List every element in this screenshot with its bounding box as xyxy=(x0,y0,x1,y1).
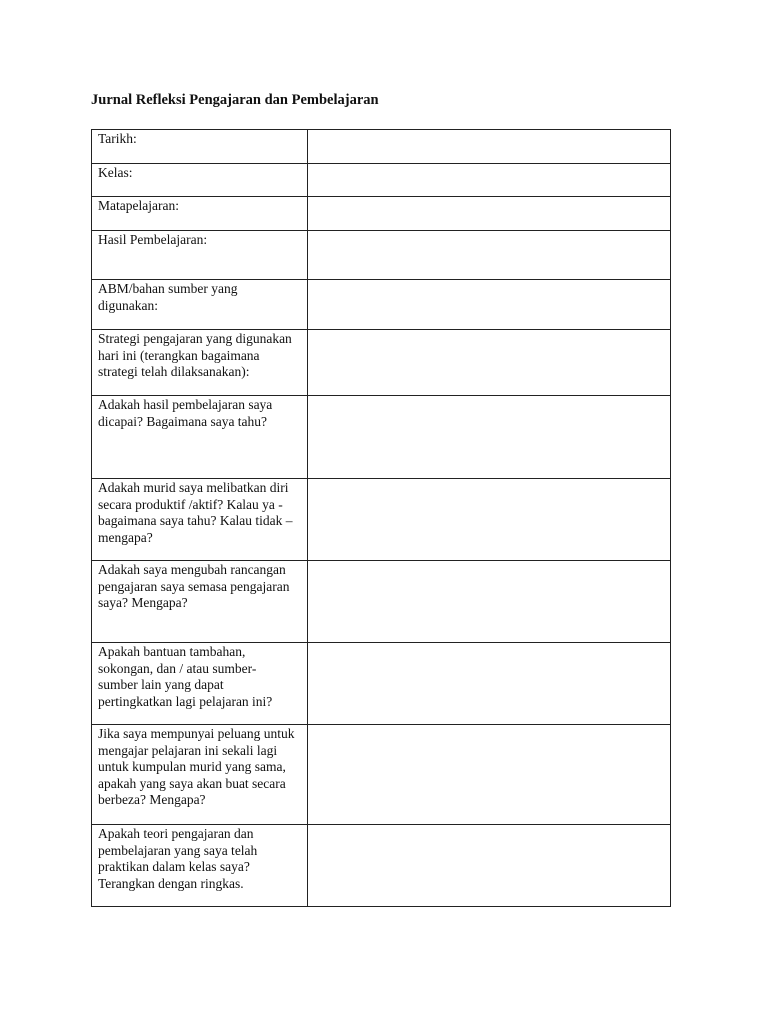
label-strategi-pengajaran: Strategi pengajaran yang digunakan hari ini (terangkan bagaimana strategi telah dilaksanakan): xyxy=(98,331,292,379)
table-row-matapelajaran xyxy=(92,197,671,231)
label-tarikh: Tarikh: xyxy=(98,131,137,146)
label-abm-bahan-sumber: ABM/bahan sumber yang digunakan: xyxy=(98,281,238,313)
value-cell-matapelajaran[interactable] xyxy=(308,197,671,231)
label-cell-hasil-pembelajaran xyxy=(92,231,308,280)
label-bantuan-tambahan: Apakah bantuan tambahan, sokongan, dan / atau sumber- sumber lain yang dapat pertingkatkan lagi pelajaran ini? xyxy=(98,644,273,709)
label-hasil-dicapai: Adakah hasil pembelajaran saya dicapai? Bagaimana saya tahu? xyxy=(98,397,273,429)
label-murid-melibatkan-diri: Adakah murid saya melibatkan diri secara produktif /aktif? Kalau ya - bagaimana saya tahu? Kalau tidak – mengapa? xyxy=(98,480,293,545)
label-cell-murid-melibatkan-diri xyxy=(92,479,308,561)
label-cell-matapelajaran xyxy=(92,197,308,231)
label-cell-tarikh xyxy=(92,130,308,164)
value-cell-peluang-mengajar[interactable] xyxy=(308,725,671,825)
value-cell-teori-pengajaran[interactable] xyxy=(308,825,671,907)
label-cell-kelas xyxy=(92,164,308,197)
label-cell-bantuan-tambahan xyxy=(92,643,308,725)
reflection-journal-table xyxy=(91,129,671,907)
value-cell-strategi-pengajaran[interactable] xyxy=(308,330,671,396)
table-row-mengubah-rancangan xyxy=(92,561,671,643)
label-cell-hasil-dicapai xyxy=(92,396,308,479)
value-cell-tarikh[interactable] xyxy=(308,130,671,164)
label-hasil-pembelajaran: Hasil Pembelajaran: xyxy=(98,232,208,247)
label-cell-abm-bahan-sumber xyxy=(92,280,308,330)
label-matapelajaran: Matapelajaran: xyxy=(98,198,179,213)
table-row-kelas xyxy=(92,164,671,197)
value-cell-kelas[interactable] xyxy=(308,164,671,197)
table-row-hasil-dicapai xyxy=(92,396,671,479)
label-kelas: Kelas: xyxy=(98,165,133,180)
value-cell-hasil-dicapai[interactable] xyxy=(308,396,671,479)
table-row-murid-melibatkan-diri xyxy=(92,479,671,561)
value-cell-bantuan-tambahan[interactable] xyxy=(308,643,671,725)
label-mengubah-rancangan: Adakah saya mengubah rancangan pengajaran saya semasa pengajaran saya? Mengapa? xyxy=(98,562,290,610)
value-cell-abm-bahan-sumber[interactable] xyxy=(308,280,671,330)
value-cell-hasil-pembelajaran[interactable] xyxy=(308,231,671,280)
table-row-bantuan-tambahan xyxy=(92,643,671,725)
table-row-abm-bahan-sumber xyxy=(92,280,671,330)
table-row-peluang-mengajar xyxy=(92,725,671,825)
table-row-teori-pengajaran xyxy=(92,825,671,907)
value-cell-mengubah-rancangan[interactable] xyxy=(308,561,671,643)
label-cell-peluang-mengajar xyxy=(92,725,308,825)
table-row-tarikh xyxy=(92,130,671,164)
label-cell-teori-pengajaran xyxy=(92,825,308,907)
value-cell-murid-melibatkan-diri[interactable] xyxy=(308,479,671,561)
label-teori-pengajaran: Apakah teori pengajaran dan pembelajaran yang saya telah praktikan dalam kelas saya? Terangkan dengan ringkas. xyxy=(98,826,258,891)
label-cell-mengubah-rancangan xyxy=(92,561,308,643)
label-peluang-mengajar: Jika saya mempunyai peluang untuk mengajar pelajaran ini sekali lagi untuk kumpulan murid yang sama, apakah yang saya akan buat secara berbeza? Mengapa? xyxy=(98,726,295,807)
table-row-strategi-pengajaran xyxy=(92,330,671,396)
table-row-hasil-pembelajaran xyxy=(92,231,671,280)
page-title: Jurnal Refleksi Pengajaran dan Pembelajaran xyxy=(91,92,379,108)
label-cell-strategi-pengajaran xyxy=(92,330,308,396)
